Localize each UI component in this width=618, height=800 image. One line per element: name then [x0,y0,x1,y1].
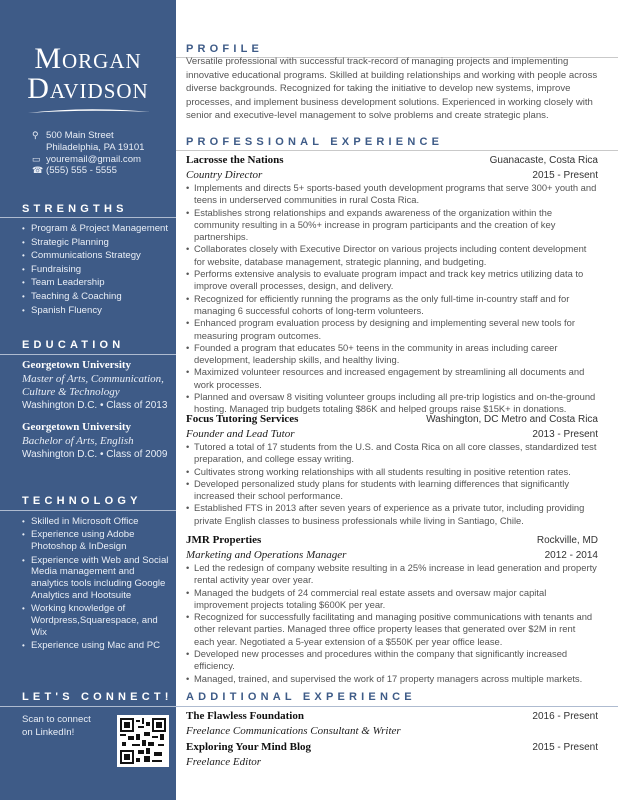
list-item: • Founded a program that educates 50+ teens in the community in areas including career development, leadership skills, and healthy living. [186,342,598,367]
location: Rockville, MD [536,535,598,546]
list-item: • Recognized for efficiently running the programs as the only full-time in-country staff and for managing 6 successful cohorts of long-term volunteers. [186,293,598,318]
list-item: • Recognized for successfully facilitating and managing positive communications with tenants and other relevant parties. Managed three office property leases that generated over $2M in rent each year. Negotiated a 5-year extension of a $550K per year office lease. [186,611,598,648]
job-bullets [186,182,598,416]
list-item: • Strategic Planning [22,236,174,250]
additional-heading: ADDITIONAL EXPERIENCE [186,691,416,703]
list-item: • Performs extensive analysis to evaluate program impact and track key metrics utilizing data to improve overall processes, design, and delivery. [186,268,598,293]
list-item: • Managed the budgets of 24 commercial real estate assets and oversaw major capital improvement projects totaling $600K per year. [186,587,598,612]
list-item: • Enhanced program evaluation process by designing and implementing several new tools for measuring program outcomes. [186,317,598,342]
degree: Bachelor of Arts, English [22,435,134,447]
organization: JMR Properties [186,534,262,546]
strengths-heading: STRENGTHS [22,203,128,215]
job-entry [186,153,598,416]
profile-summary: Versatile professional with successful track-record of managing projects and implementing innovative educational programs. Skilled at building relationships and working with people across diverse backgrounds. Recognized for taking the initiative to develop new systems, improve processes, and implement business development solutions. Experienced in working closely with senior and executive-level management to solve problems and create strategic plans. [186,56,598,121]
experience-heading: PROFESSIONAL EXPERIENCE [186,136,444,148]
organization: Lacrosse the Nations [186,154,284,166]
role: Country Director [186,169,263,181]
list-item: • Spanish Fluency [22,304,174,318]
list-item: • Establishes strong relationships and expands awareness of the organization within the community resulting in a 50%+ increase in program participants and the creation of key partnerships. [186,207,598,244]
address-line1: 500 Main Street [46,130,114,141]
list-item: • Planned and oversaw 8 visiting volunteer groups including all pre-trip logistics and on-the-ground hosting. Managed trip budgets totaling $86K and helped groups raise $15K+ in donations. [186,391,598,416]
education-entry [22,420,176,462]
dates: 2016 - Present [532,711,598,722]
organization: Exploring Your Mind Blog [186,741,312,753]
location: Guanacaste, Costa Rica [489,155,598,166]
connect-heading: LET'S CONNECT! [22,691,173,703]
technology-heading: TECHNOLOGY [22,495,142,507]
list-item: • Led the redesign of company website resulting in a 25% increase in lead generation and property rental activity year over year. [186,562,598,587]
list-item: • Working knowledge of Wordpress,Squarespace, and Wix [22,603,174,638]
list-item: • Managed, trained, and supervised the work of 17 property managers across multiple markets. [186,673,598,685]
list-item: • Experience using Adobe Photoshop & InDesign [22,529,174,553]
list-item: • Teaching & Coaching [22,290,174,304]
job-entry [186,412,598,527]
dates: 2013 - Present [532,429,598,440]
role: Founder and Lead Tutor [186,428,295,440]
last-name: Davidson [27,72,149,105]
list-item: • Experience with Web and Social Media management and analytics tools including Google Analytics and Hootsuite [22,555,174,602]
role: Freelance Editor [186,756,262,768]
job-bullets [186,562,598,685]
address-line2: Philadelphia, PA 19101 [46,141,145,153]
role: Freelance Communications Consultant & Writer [186,725,401,737]
additional-entry [186,709,598,739]
degree: Master of Arts, Communication, Culture & Technology [22,373,164,398]
list-item: • Established FTS in 2013 after seven years of experience as a private tutor, including providing private English classes to business professionals while living in Santiago, Chile. [186,502,598,527]
divider [0,217,176,218]
profile-heading: PROFILE [186,43,264,55]
additional-entry [186,740,598,770]
list-item: • Program & Project Management [22,222,174,236]
job-entry [186,533,598,685]
phone-icon: ☎ [32,165,44,176]
linkedin-qr-code[interactable] [117,715,169,767]
list-item: • Tutored a total of 17 students from the U.S. and Costa Rica on all core classes, standardized test preparation, and college essay writing. [186,441,598,466]
strengths-list [22,222,174,317]
dates: 2015 - Present [532,170,598,181]
list-item: • Team Leadership [22,276,174,290]
education-heading: EDUCATION [22,339,125,351]
list-item: • Skilled in Microsoft Office [22,516,174,528]
list-item: • Fundraising [22,263,174,277]
education-detail: Washington D.C. • Class of 2013 [22,400,168,411]
first-name: Morgan [34,42,142,75]
location-pin-icon: ⚲ [32,130,39,140]
education-detail: Washington D.C. • Class of 2009 [22,449,168,460]
list-item: • Developed new processes and procedures within the company that significantly increased efficiency. [186,648,598,673]
school: Georgetown University [22,359,132,371]
list-item: • Experience using Mac and PC [22,640,174,652]
list-item: • Implements and directs 5+ sports-based youth development programs that serve 300+ youth and teens in underserved communities in rural Costa Rica. [186,182,598,207]
list-item: • Cultivates strong working relationships with all students resulting in positive retention rates. [186,466,598,478]
list-item: • Communications Strategy [22,249,174,263]
swoosh-divider [26,106,152,116]
divider [0,706,618,707]
organization: Focus Tutoring Services [186,413,299,425]
email[interactable]: youremail@gmail.com [46,153,142,165]
divider [0,510,176,511]
computer-icon: ▭ [32,153,41,164]
organization: The Flawless Foundation [186,710,304,722]
technology-list [22,516,174,654]
list-item: • Maximized volunteer resources and increased engagement by streamlining all documents and work processes. [186,366,598,391]
list-item: • Developed personalized study plans for students with learning differences that significantly increased their school performance. [186,478,598,503]
phone: (555) 555 - 5555 [46,165,117,177]
education-entry [22,358,176,413]
school: Georgetown University [22,421,132,433]
role: Marketing and Operations Manager [186,549,347,561]
dates: 2015 - Present [532,742,598,753]
connect-text: Scan to connect on LinkedIn! [22,714,91,738]
contact-info [32,130,145,177]
job-bullets [186,441,598,527]
sidebar [0,0,176,800]
divider [176,150,618,151]
dates: 2012 - 2014 [544,550,598,561]
list-item: • Collaborates closely with Executive Director on various projects including content development for website, database management, strategic planning, and budgeting. [186,243,598,268]
location: Washington, DC Metro and Costa Rica [426,414,598,425]
divider [0,354,176,355]
